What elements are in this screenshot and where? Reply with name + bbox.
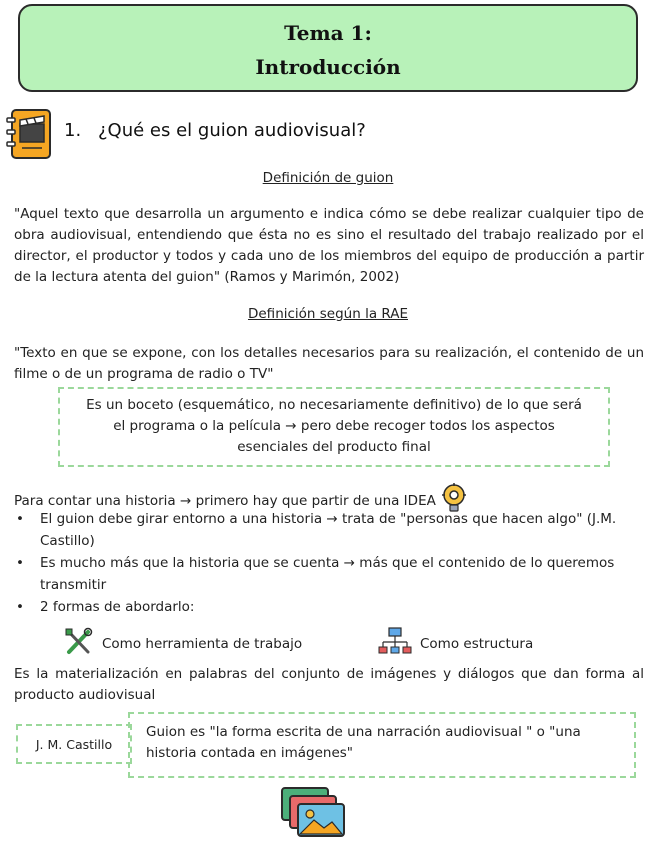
title-box <box>18 4 638 92</box>
note-line-2: el programa o la película → pero debe recoger todos los aspectos <box>113 418 555 434</box>
hierarchy-structure-icon <box>378 626 412 662</box>
section-heading-text: ¿Qué es el guion audiovisual? <box>98 120 366 141</box>
section-heading <box>64 120 366 141</box>
rae-heading: Definición según la RAE <box>247 306 409 322</box>
form-structure <box>378 628 533 660</box>
title-line-1: Tema 1: <box>284 21 372 45</box>
bullet-list <box>14 508 648 618</box>
castillo-quote-box <box>128 712 636 778</box>
idea-text: Para contar una historia → primero hay que partir de una IDEA <box>14 493 436 509</box>
definicion-heading: Definición de guion <box>262 170 394 186</box>
form-structure-label: Como estructura <box>420 636 534 652</box>
bullet-item: • 2 formas de abordarlo: <box>14 596 648 618</box>
note-line-3: esenciales del producto final <box>237 439 431 455</box>
materialization-text: Es la materialización en palabras del conjunto de imágenes y diálogos que dan forma al producto audiovisual <box>14 666 644 703</box>
section-number: 1. <box>64 120 82 141</box>
tools-icon <box>64 627 94 661</box>
clapperboard-notebook-icon <box>4 108 54 160</box>
rae-text: "Texto en que se expone, con los detalles necesarios para su realización, el contenido de un filme o de un programa de radio o TV" <box>14 345 644 382</box>
bullet-item: • El guion debe girar entorno a una historia → trata de "personas que hacen algo" (J.M. Castillo) <box>14 508 648 552</box>
boceto-note <box>58 387 610 467</box>
definicion-text: "Aquel texto que desarrolla un argumento e indica cómo se debe realizar cualquier tipo de obra audiovisual, entendiendo que ésta no es sino el resultado del trabajo realizado por el director, el productor y todos y cada uno de los miembros del equipo de producción a partir de la lectura atenta del guion" (Ramos y Marimón, 2002) <box>14 206 644 285</box>
castillo-author: J. M. Castillo <box>35 736 113 752</box>
title-line-2: Introducción <box>255 55 401 79</box>
image-gallery-icon <box>280 786 348 840</box>
castillo-author-box <box>16 724 132 764</box>
bullet-item: • Es mucho más que la historia que se cuenta → más que el contenido de lo queremos transmitir <box>14 552 648 596</box>
form-tools-label: Como herramienta de trabajo <box>102 636 303 652</box>
form-tools <box>64 628 302 660</box>
note-line-1: Es un boceto (esquemático, no necesariamente definitivo) de lo que será <box>86 397 582 413</box>
castillo-quote: Guion es "la forma escrita de una narración audiovisual " o "una historia contada en imágenes" <box>146 724 581 761</box>
